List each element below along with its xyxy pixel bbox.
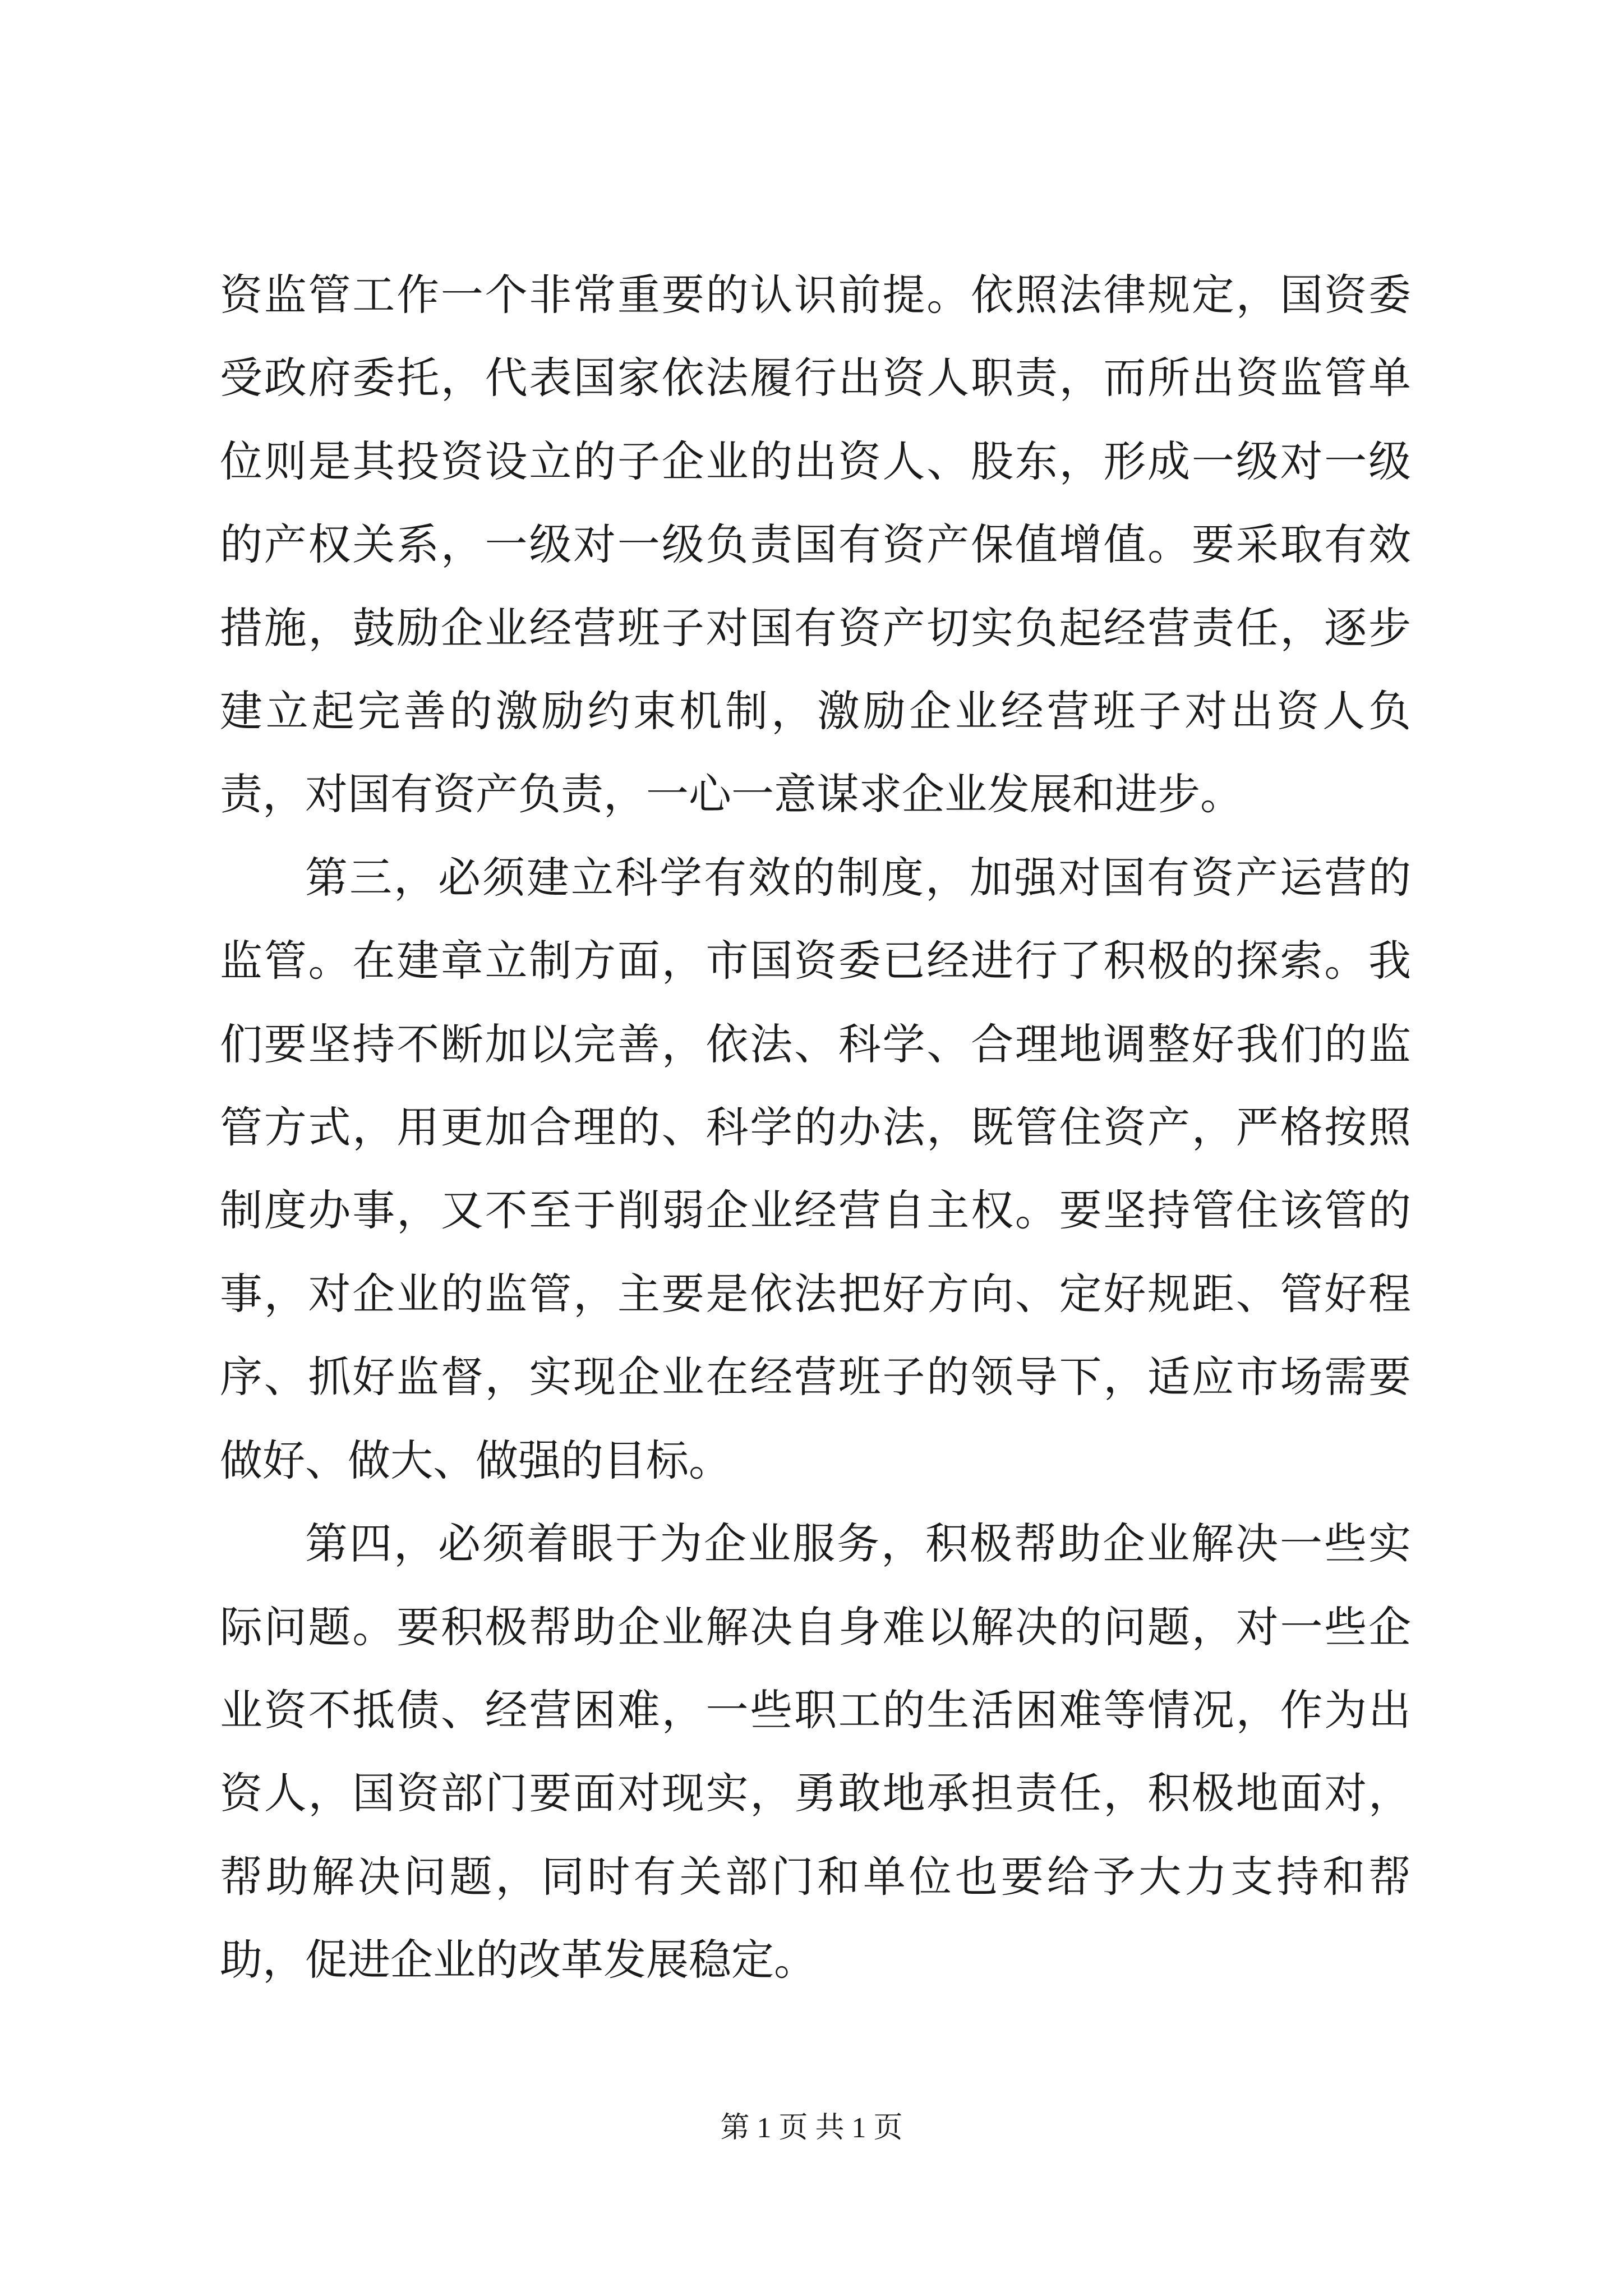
paragraph-3: 第四，必须着眼于为企业服务，积极帮助企业解决一些实际问题。要积极帮助企业解决自身难以解决的问题，对一些企业资不抵债、经营困难，一些职工的生活困难等情况，作为出资人，国资部门要面对现实，勇敢地承担责任，积极地面对，帮助解决问题，同时有关部门和单位也要给予大力支持和帮助，促进企业的改革发展稳定。 bbox=[220, 1519, 1411, 1985]
paragraph-2: 第三，必须建立科学有效的制度，加强对国有资产运营的监管。在建章立制方面，市国资委已经进行了积极的探索。我们要坚持不断加以完善，依法、科学、合理地调整好我们的监管方式，用更加合理的、科学的办法，既管住资产，严格按照制度办事，又不至于削弱企业经营自主权。要坚持管住该管的事，对企业的监管，主要是依法把好方向、定好规距、管好程序、抓好监督，实现企业在经营班子的领导下，适应市场需要做好、做大、做强的目标。 bbox=[220, 852, 1411, 1485]
page-footer bbox=[0, 2110, 1623, 2146]
page-number-label: 第 1 页 共 1 页 bbox=[720, 2112, 903, 2144]
paragraph-1: 资监管工作一个非常重要的认识前提。依照法律规定，国资委受政府委托，代表国家依法履行出资人职责，而所出资监管单位则是其投资设立的子企业的出资人、股东，形成一级对一级的产权关系，一级对一级负责国有资产保值增值。要采取有效措施，鼓励企业经营班子对国有资产切实负起经营责任，逐步建立起完善的激励约束机制，激励企业经营班子对出资人负责，对国有资产负责，一心一意谋求企业发展和进步。 bbox=[220, 270, 1411, 820]
document-body bbox=[220, 254, 1411, 2002]
